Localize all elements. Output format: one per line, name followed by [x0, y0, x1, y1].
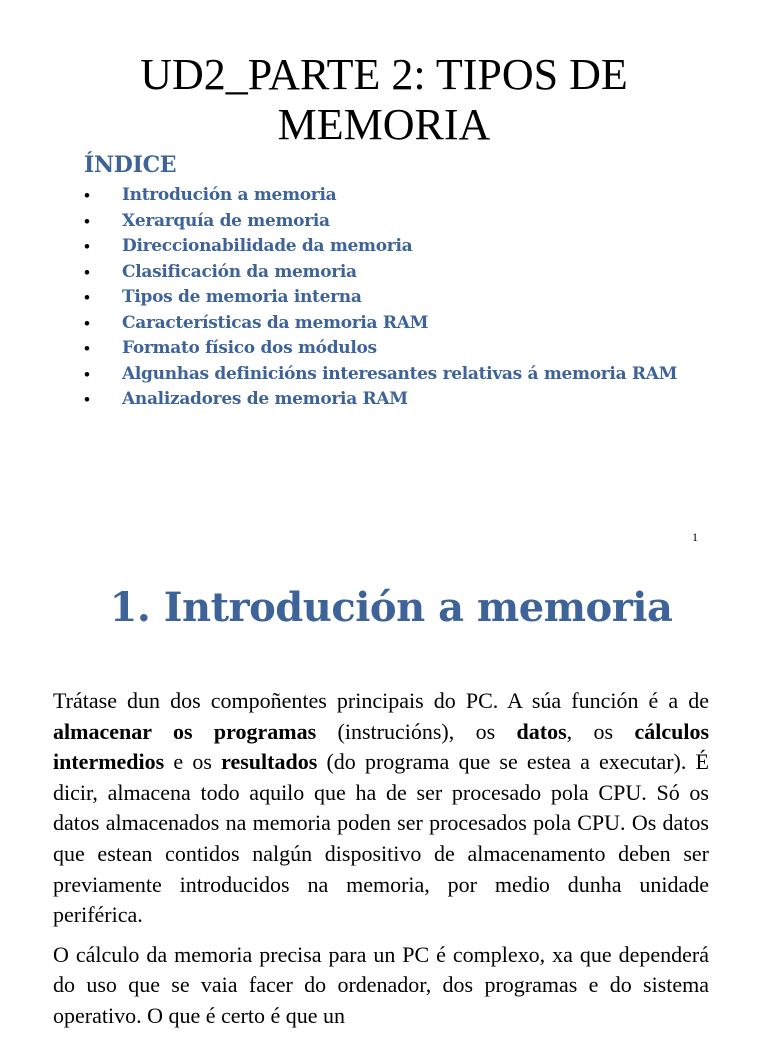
paragraph-1-text: (do programa que se estea a executar). É dicir, almacena todo aquilo que ha de ser procesado pola CPU. Só os datos almacenados na memoria poden ser procesados pola CPU. Os datos que estean contidos nalgún dispositivo de almacenamento deben ser previamente introducidos na memoria, por medio dunha unidade periférica.	[53, 749, 709, 928]
index-item-label: Características da memoria RAM	[122, 312, 429, 333]
index-item-formato	[84, 336, 694, 362]
index-item-label: Analizadores de memoria RAM	[122, 389, 408, 409]
emphasis-datos: datos	[516, 718, 567, 744]
emphasis-calculos: cálculos intermedios	[53, 718, 710, 775]
index-item-introducion	[84, 183, 694, 209]
bullet-icon: •	[84, 364, 90, 384]
bullet-icon: •	[84, 211, 90, 231]
paragraph-1-text: , os	[566, 718, 635, 744]
paragraph-1	[53, 686, 709, 931]
index-item-tipos	[84, 285, 694, 311]
index-item-label: Tipos de memoria interna	[122, 287, 362, 307]
body-text	[53, 686, 709, 1041]
paragraph-1-text: (instrucións), os	[316, 718, 517, 744]
index-item-label: Algunhas definicións interesantes relativas á memoria RAM	[122, 363, 678, 384]
index-item-label: Direccionabilidade da memoria	[122, 236, 413, 256]
index-item-label: Formato físico dos módulos	[122, 338, 377, 358]
index-item-label: Xerarquía de memoria	[122, 210, 330, 231]
bullet-icon: •	[84, 262, 90, 282]
emphasis-almacenar: almacenar os programas	[53, 718, 317, 744]
bullet-icon: •	[84, 288, 90, 307]
paragraph-1-text: Trátase dun dos compoñentes principais do PC. A súa función é a de	[53, 688, 709, 713]
paragraph-2: O cálculo da memoria precisa para un PC é complexo, xa que dependerá do uso que se vaia facer do ordenador, dos programas e do sistema operativo. O que é certo é que un	[53, 941, 709, 1028]
index-item-direccionabilidade	[84, 234, 694, 260]
bullet-icon: •	[84, 339, 90, 358]
bullet-icon: •	[84, 390, 90, 409]
index-item-clasificacion	[84, 260, 694, 286]
page-number: 1	[692, 530, 698, 544]
section-title: 1. Introdución a memoria	[109, 584, 673, 631]
deck-title-line2: MEMORIA	[277, 100, 491, 149]
bullet-icon: •	[84, 237, 90, 256]
bullet-icon: •	[84, 186, 90, 205]
index-item-definicions	[84, 362, 694, 388]
deck-title-line1: UD2_PARTE 2: TIPOS DE	[140, 50, 628, 99]
index-item-label: Introdución a memoria	[122, 185, 337, 205]
index-item-label: Clasificación da memoria	[122, 261, 357, 282]
deck-title	[0, 50, 768, 150]
index-heading: ÍNDICE	[84, 152, 177, 178]
bullet-icon: •	[84, 313, 90, 333]
index-item-xerarquia	[84, 209, 694, 235]
index-item-analizadores	[84, 387, 694, 413]
index-item-caracteristicas	[84, 311, 694, 337]
paragraph-1-text: e os	[164, 749, 222, 775]
slide-introducion	[0, 556, 768, 1028]
index-list	[84, 183, 694, 413]
emphasis-resultados: resultados	[221, 749, 318, 775]
